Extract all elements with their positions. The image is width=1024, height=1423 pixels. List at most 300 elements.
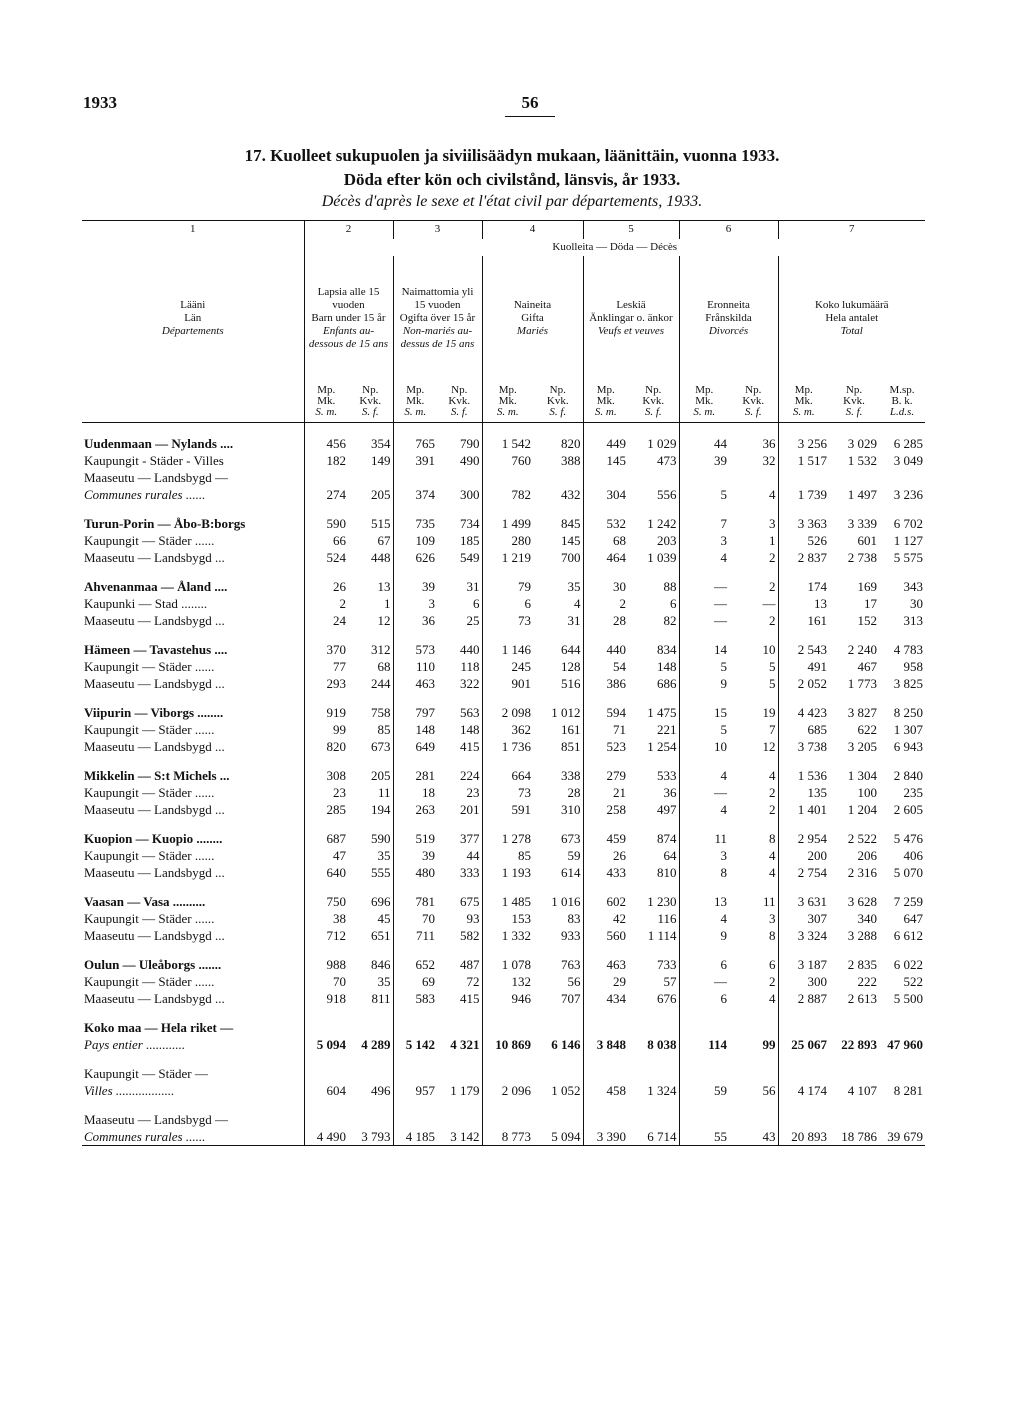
table-cell: 5 575 [893, 550, 923, 565]
table-cell [393, 469, 437, 486]
table-cell: 128 [561, 659, 581, 674]
table-row [82, 486, 925, 503]
table-cell [482, 1065, 533, 1082]
table-cell: 614 [561, 865, 581, 880]
table-cell: 25 [466, 613, 480, 628]
table-cell: 515 [371, 516, 391, 531]
table-cell [879, 1065, 925, 1082]
table-cell: 3 187 [778, 956, 829, 973]
table-cell [679, 1065, 729, 1082]
table-cell: 39 [393, 847, 437, 864]
table-cell: 750 [304, 893, 348, 910]
table-cell: 524 [304, 549, 348, 566]
table-cell: 3 [679, 532, 729, 549]
table-cell: 467 [857, 659, 877, 674]
table-cell [437, 469, 482, 486]
table-cell: 20 893 [778, 1128, 829, 1146]
table-row [82, 612, 925, 629]
table-cell: 32 [762, 453, 776, 468]
table-cell: 415 [460, 739, 480, 754]
table-cell: 310 [561, 802, 581, 817]
header-abbrev: Mk. [695, 395, 714, 407]
table-cell: 1 278 [482, 830, 533, 847]
header-total [778, 256, 925, 381]
table-cell: 1 078 [482, 956, 533, 973]
table-cell: 4 490 [304, 1128, 348, 1146]
row-spacer [82, 629, 925, 641]
table-cell: 153 [482, 910, 533, 927]
table-cell: 30 [583, 578, 628, 595]
table-cell: 354 [371, 436, 391, 451]
table-cell [482, 1111, 533, 1128]
row-label: Kaupungit — Städer — [84, 1066, 208, 1081]
table-cell: 18 [393, 784, 437, 801]
header-male [583, 381, 628, 423]
table-cell: 100 [857, 785, 877, 800]
table-cell [879, 1111, 925, 1128]
header-fr: Non-mariés au-dessus de 15 ans [400, 325, 475, 350]
table-cell: 244 [371, 676, 391, 691]
table-cell: 388 [561, 453, 581, 468]
table-cell: 35 [567, 579, 581, 594]
table-cell: 28 [567, 785, 581, 800]
table-cell [729, 1019, 778, 1036]
table-cell: 433 [583, 864, 628, 881]
table-cell [628, 1065, 679, 1082]
table-cell: 1 114 [647, 928, 677, 943]
table-cell: 3 205 [847, 739, 877, 754]
table-cell: 463 [583, 956, 628, 973]
table-cell: 1 [769, 533, 776, 548]
row-label: Kaupungit — Städer ...... [84, 974, 215, 989]
table-cell: 3 827 [847, 705, 877, 720]
table-cell: 6 [679, 990, 729, 1007]
table-cell: 4 [574, 596, 581, 611]
table-cell: 3 [769, 911, 776, 926]
table-cell: 82 [663, 613, 677, 628]
table-cell: 473 [657, 453, 677, 468]
table-cell: 463 [393, 675, 437, 692]
table-cell [879, 1019, 925, 1036]
table-cell: 522 [903, 974, 923, 989]
header-male [482, 381, 533, 423]
table-cell: 2 605 [893, 802, 923, 817]
table-cell: 43 [729, 1128, 778, 1146]
table-cell [679, 1019, 729, 1036]
table-cell: 602 [583, 893, 628, 910]
header-sv: Län [184, 312, 202, 324]
header-abbrev: Np. [645, 384, 662, 396]
table-cell: 110 [393, 658, 437, 675]
header-unmarried [393, 256, 482, 381]
table-cell [628, 1019, 679, 1036]
table-cell: 73 [482, 784, 533, 801]
table-cell: 555 [371, 865, 391, 880]
header-fi: Koko lukumäärä [814, 299, 889, 311]
table-cell: 4 [769, 848, 776, 863]
table-cell: 533 [657, 768, 677, 783]
table-cell [304, 1111, 348, 1128]
table-row [82, 784, 925, 801]
table-cell: 516 [561, 676, 581, 691]
table-cell: 300 [778, 973, 829, 990]
table-cell: 64 [663, 848, 677, 863]
table-cell: 919 [304, 704, 348, 721]
table-cell: 85 [377, 722, 391, 737]
table-cell: 1 242 [647, 516, 677, 531]
table-cell: 13 [778, 595, 829, 612]
row-label: Maaseutu — Landsbygd ... [84, 550, 225, 565]
table-row [82, 1128, 925, 1146]
table-cell: 39 679 [879, 1128, 925, 1146]
table-cell: 6 146 [551, 1037, 581, 1052]
table-cell: 26 [583, 847, 628, 864]
table-cell: 2 954 [778, 830, 829, 847]
table-cell: 1 254 [647, 739, 677, 754]
table-cell: 5 [679, 721, 729, 738]
table-cell: 69 [393, 973, 437, 990]
table-cell: 675 [460, 894, 480, 909]
table-cell: 4 [769, 487, 776, 502]
header-male [778, 381, 829, 423]
table-cell: 109 [393, 532, 437, 549]
table-cell: 2 613 [847, 991, 877, 1006]
table-cell: 185 [460, 533, 480, 548]
table-cell: 31 [466, 579, 480, 594]
table-cell: 73 [482, 612, 533, 629]
row-label: Kaupungit — Städer ...... [84, 911, 215, 926]
table-row [82, 801, 925, 818]
table-cell: 676 [657, 991, 677, 1006]
table-cell: 71 [583, 721, 628, 738]
table-cell: 6 [769, 957, 776, 972]
table-cell: 874 [657, 831, 677, 846]
table-cell: — [679, 595, 729, 612]
table-cell: 3 [679, 847, 729, 864]
table-cell: 224 [460, 768, 480, 783]
table-cell: 281 [393, 767, 437, 784]
table-cell: 83 [567, 911, 581, 926]
header-abbrev: S. f. [744, 406, 762, 418]
table-cell: 7 [769, 722, 776, 737]
table-cell: 3 738 [778, 738, 829, 755]
header-abbrev: S. f. [845, 406, 863, 418]
header-abbrev: S. m. [594, 406, 617, 418]
table-cell: 2 840 [893, 768, 923, 783]
table-cell: 480 [393, 864, 437, 881]
table-cell: 432 [561, 487, 581, 502]
table-cell: 145 [561, 533, 581, 548]
table-cell: 391 [393, 452, 437, 469]
col-number: 7 [778, 221, 925, 240]
header-abbrev: S. f. [644, 406, 662, 418]
row-spacer [82, 692, 925, 704]
table-cell: 47 [304, 847, 348, 864]
header-male [679, 381, 729, 423]
table-cell: 2 052 [778, 675, 829, 692]
table-cell: 604 [304, 1082, 348, 1099]
table-cell: 1 039 [647, 550, 677, 565]
header-fi: Naineita [513, 299, 552, 311]
table-cell: 36 [762, 436, 776, 451]
table-cell: 5 070 [893, 865, 923, 880]
header-abbrev: S. f. [549, 406, 567, 418]
table-cell [583, 1065, 628, 1082]
header-married [482, 256, 583, 381]
table-cell: 459 [583, 830, 628, 847]
header-sv: Gifta [521, 312, 544, 324]
table-cell: 38 [304, 910, 348, 927]
row-label: Maaseutu — Landsbygd ... [84, 676, 225, 691]
table-cell: 333 [460, 865, 480, 880]
table-cell: 10 [762, 642, 776, 657]
header-abbrev: S. f. [450, 406, 468, 418]
table-cell: 221 [657, 722, 677, 737]
table-cell [778, 1111, 829, 1128]
table-cell: 5 [769, 659, 776, 674]
table-cell: 8 281 [893, 1083, 923, 1098]
table-cell: 1 230 [647, 894, 677, 909]
table-cell: 3 793 [348, 1128, 393, 1146]
table-cell: 2 [769, 802, 776, 817]
table-cell: 497 [657, 802, 677, 817]
header-sv: Ogifta över 15 år [399, 312, 476, 324]
table-cell [829, 1111, 879, 1128]
table-cell: 594 [583, 704, 628, 721]
row-label: Kaupungit — Städer ...... [84, 785, 215, 800]
table-cell: 3 825 [893, 676, 923, 691]
table-cell: — [679, 973, 729, 990]
table-cell: 99 [304, 721, 348, 738]
table-cell: 2 835 [847, 957, 877, 972]
table-cell: 4 [679, 910, 729, 927]
table-cell: 735 [393, 515, 437, 532]
table-cell: 8 [769, 928, 776, 943]
row-label: Koko maa — Hela riket — [84, 1020, 234, 1035]
table-row [82, 973, 925, 990]
table-cell: 1 485 [482, 893, 533, 910]
table-cell [533, 1111, 583, 1128]
table-cell: 673 [561, 831, 581, 846]
header-fr: Veufs et veuves [598, 325, 664, 337]
table-cell: 1 475 [647, 705, 677, 720]
header-abbrev: S. f. [361, 406, 379, 418]
table-cell: 4 174 [778, 1082, 829, 1099]
table-cell: 2 837 [778, 549, 829, 566]
table-cell: 758 [371, 705, 391, 720]
table-cell: 519 [393, 830, 437, 847]
table-cell [583, 1019, 628, 1036]
table-cell: 67 [377, 533, 391, 548]
table-cell [348, 469, 393, 486]
table-cell: 560 [583, 927, 628, 944]
table-cell: 10 869 [482, 1036, 533, 1053]
row-spacer [82, 566, 925, 578]
table-cell: 6 [679, 956, 729, 973]
row-label: Maaseutu — Landsbygd ... [84, 928, 225, 943]
table-cell: 487 [460, 957, 480, 972]
table-row [82, 990, 925, 1007]
table-cell: 135 [778, 784, 829, 801]
table-row [82, 704, 925, 721]
header-fr: Départements [161, 325, 224, 337]
table-cell: 6 612 [893, 928, 923, 943]
header-abbrev: Np. [549, 384, 566, 396]
table-cell [628, 469, 679, 486]
table-cell: 206 [857, 848, 877, 863]
table-cell: 148 [460, 722, 480, 737]
table-cell: 988 [304, 956, 348, 973]
table-cell [829, 469, 879, 486]
table-cell: 448 [371, 550, 391, 565]
table-cell: 44 [679, 435, 729, 452]
table-cell: 68 [583, 532, 628, 549]
table-cell: 4 107 [847, 1083, 877, 1098]
table-cell: 70 [304, 973, 348, 990]
row-label: Uudenmaan — Nylands .... [84, 436, 234, 451]
header-abbrev: B. k. [891, 395, 913, 407]
table-cell: 8 [769, 831, 776, 846]
table-cell: 68 [377, 659, 391, 674]
table-cell [778, 1019, 829, 1036]
table-title-french: Décès d'après le sexe et l'état civil par départements, 1933. [321, 193, 703, 210]
table-row [82, 1065, 925, 1082]
header-female [437, 381, 482, 423]
table-cell: 526 [778, 532, 829, 549]
table-cell: 3 628 [847, 894, 877, 909]
row-label: Maaseutu — Landsbygd ... [84, 802, 225, 817]
row-label: Maaseutu — Landsbygd ... [84, 865, 225, 880]
row-spacer [82, 881, 925, 893]
table-cell: 440 [460, 642, 480, 657]
table-row [82, 532, 925, 549]
table-cell: 3 [769, 516, 776, 531]
table-cell: 464 [583, 549, 628, 566]
table-cell: 39 [393, 578, 437, 595]
table-cell: 700 [561, 550, 581, 565]
table-cell: 4 [769, 991, 776, 1006]
table-cell: 685 [778, 721, 829, 738]
header-fi: Naimattomia yli 15 vuoden [401, 286, 474, 311]
row-label: Pays entier ............ [84, 1037, 186, 1052]
row-label: Maaseutu — Landsbygd ... [84, 739, 225, 754]
table-cell: 9 [679, 675, 729, 692]
table-cell: 2 [304, 595, 348, 612]
table-cell: 5 094 [533, 1128, 583, 1146]
table-cell: 18 786 [829, 1128, 879, 1146]
row-label: Hämeen — Tavastehus .... [84, 642, 228, 657]
table-cell: 2 [769, 579, 776, 594]
table-cell: 644 [561, 642, 581, 657]
table-cell: 118 [460, 659, 480, 674]
table-cell: 763 [561, 957, 581, 972]
table-cell: 59 [679, 1082, 729, 1099]
row-label: Kaupunki — Stad ........ [84, 596, 208, 611]
table-cell: 24 [304, 612, 348, 629]
header-fi: Lapsia alle 15 vuoden [317, 286, 380, 311]
table-cell: 820 [561, 436, 581, 451]
table-cell: 340 [857, 911, 877, 926]
table-cell: 1 324 [647, 1083, 677, 1098]
table-cell: 2 316 [847, 865, 877, 880]
table-cell: 696 [371, 894, 391, 909]
table-cell [778, 1065, 829, 1082]
table-cell: 11 [377, 785, 391, 800]
table-cell: 790 [460, 436, 480, 451]
table-cell: 3 324 [778, 927, 829, 944]
table-cell: 6 714 [628, 1128, 679, 1146]
col-number: 6 [679, 221, 778, 240]
table-cell: 1 127 [893, 533, 923, 548]
table-cell: 1 193 [482, 864, 533, 881]
table-cell: 4 [679, 767, 729, 784]
table-cell [679, 469, 729, 486]
table-cell: 3 049 [893, 453, 923, 468]
table-row [82, 1111, 925, 1128]
table-cell: 3 339 [847, 516, 877, 531]
header-abbrev: S. m. [496, 406, 519, 418]
table-cell: 6 022 [893, 957, 923, 972]
header-abbrev: Mk. [498, 395, 517, 407]
table-cell: 556 [657, 487, 677, 502]
table-cell: 1 219 [482, 549, 533, 566]
row-label: Kaupungit — Städer ...... [84, 533, 215, 548]
table-cell: 851 [561, 739, 581, 754]
table-cell: 201 [460, 802, 480, 817]
table-cell: 205 [371, 768, 391, 783]
table-cell: 2 887 [778, 990, 829, 1007]
table-cell: 1 773 [847, 676, 877, 691]
table-cell: 1 536 [778, 767, 829, 784]
table-cell [482, 469, 533, 486]
header-abbrev: Mk. [596, 395, 615, 407]
header-divorced [679, 256, 778, 381]
table-cell: 59 [567, 848, 581, 863]
table-cell: 70 [393, 910, 437, 927]
table-cell: 322 [460, 676, 480, 691]
row-label: Communes rurales ...... [82, 1128, 304, 1146]
table-cell: 1 401 [778, 801, 829, 818]
table-row [82, 578, 925, 595]
table-row [82, 1082, 925, 1099]
page-number: 56 [505, 93, 555, 117]
table-row [82, 910, 925, 927]
header-abbrev: M.sp. [889, 384, 915, 396]
table-cell: 957 [393, 1082, 437, 1099]
table-cell: 149 [371, 453, 391, 468]
table-cell: 733 [657, 957, 677, 972]
table-cell: 5 500 [893, 991, 923, 1006]
header-fr: Divorcés [708, 325, 749, 337]
table-cell: 734 [460, 516, 480, 531]
table-cell [393, 1019, 437, 1036]
col-number: 3 [393, 221, 482, 240]
table-row [82, 1019, 925, 1036]
table-cell: 781 [393, 893, 437, 910]
row-spacer [82, 503, 925, 515]
table-cell: 161 [778, 612, 829, 629]
header-widowed [583, 256, 679, 381]
table-cell [829, 1065, 879, 1082]
table-cell: 14 [679, 641, 729, 658]
row-label: Communes rurales ...... [84, 487, 206, 502]
table-cell: 79 [482, 578, 533, 595]
table-cell: 7 [679, 515, 729, 532]
row-label: Kaupungit — Städer ...... [84, 659, 215, 674]
table-cell: 3 [393, 595, 437, 612]
table-cell: 93 [466, 911, 480, 926]
table-cell: 13 [377, 579, 391, 594]
